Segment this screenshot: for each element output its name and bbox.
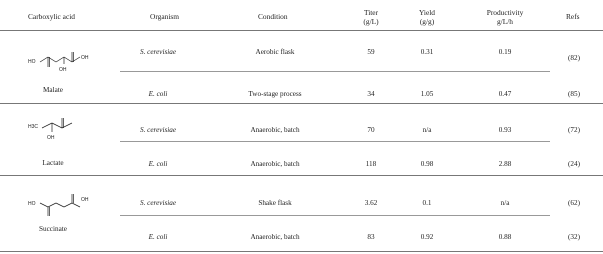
lactate-row1-yield: n/a	[422, 126, 432, 134]
succinate-row2-titer: 83	[367, 233, 375, 241]
succinate-row-separator	[120, 215, 550, 216]
succinate-row1-condition: Shake flask	[258, 199, 292, 207]
succinate-row1-yield: 0.1	[422, 199, 432, 207]
malate-row2-productivity: 0.47	[498, 90, 512, 98]
succinate-row1-productivity: n/a	[500, 199, 510, 207]
lactate-row2-productivity: 2.88	[498, 160, 512, 168]
compound-name-succinate: Succinate	[39, 225, 67, 233]
malate-row1-organism: S. cerevisiae	[139, 48, 177, 56]
header-productivity-line1: Productivity	[486, 8, 524, 17]
succinate-row1-organism: S. cerevisiae	[139, 199, 177, 207]
malate-row2-titer: 34	[367, 90, 375, 98]
lactate-row1-titer: 70	[367, 126, 375, 134]
malate-row2-organism: E. coli	[148, 90, 168, 98]
lactate-row2-ref: (24)	[568, 160, 580, 168]
succinate-row2-ref: (32)	[568, 233, 580, 241]
succinate-structure	[26, 192, 106, 222]
succinate-atom-a: HO	[28, 201, 36, 207]
lactate-structure	[26, 112, 96, 152]
succinate-row2-condition: Anaerobic, batch	[250, 233, 300, 241]
lactate-atom-b: OH	[47, 135, 55, 141]
malate-row2-yield: 1.05	[420, 90, 434, 98]
lactate-row2-condition: Anaerobic, batch	[250, 160, 300, 168]
header-refs: Refs	[566, 12, 580, 21]
header-productivity-line2: g/L/h	[496, 17, 513, 26]
lactate-row1-organism: S. cerevisiae	[139, 126, 177, 134]
lactate-row2-yield: 0.98	[420, 160, 434, 168]
succinate-row1-ref: (62)	[568, 199, 580, 207]
table-bottom-rule	[0, 251, 603, 252]
compound-name-malate: Malate	[43, 86, 63, 94]
malate-row2-condition: Two-stage process	[248, 90, 302, 98]
header-titer-line1: Titer	[363, 8, 379, 17]
malate-row2-ref: (85)	[568, 90, 580, 98]
header-productivity	[480, 8, 530, 26]
header-condition: Condition	[258, 12, 288, 21]
malate-row1-ref: (82)	[568, 54, 580, 62]
malate-atom-c: OH	[59, 67, 67, 73]
header-yield	[412, 8, 442, 26]
malate-atom-b: OH	[81, 55, 89, 61]
header-organism: Organism	[150, 12, 180, 21]
lactate-row1-productivity: 0.93	[498, 126, 512, 134]
header-rule	[0, 30, 603, 31]
succinate-row2-yield: 0.92	[420, 233, 434, 241]
malate-atom-a: HO	[28, 59, 36, 65]
group-rule-2	[0, 175, 603, 176]
malate-row-separator	[120, 71, 550, 72]
lactate-row1-ref: (72)	[568, 126, 580, 134]
succinate-atom-b: OH	[81, 197, 89, 203]
lactate-row1-condition: Anaerobic, batch	[250, 126, 300, 134]
malate-row1-titer: 59	[367, 48, 375, 56]
malate-row1-condition: Aerobic flask	[255, 48, 295, 56]
header-titer	[356, 8, 386, 26]
succinate-row2-organism: E. coli	[148, 233, 168, 241]
malate-row1-yield: 0.31	[420, 48, 434, 56]
header-titer-line2: (g/L)	[363, 17, 379, 26]
group-rule-1	[0, 103, 603, 104]
succinate-row1-titer: 3.62	[364, 199, 378, 207]
succinate-row2-productivity: 0.88	[498, 233, 512, 241]
header-yield-line2: (g/g)	[419, 17, 435, 26]
header-yield-line1: Yield	[418, 8, 435, 17]
malate-row1-productivity: 0.19	[498, 48, 512, 56]
lactate-atom-a: H3C	[28, 124, 39, 130]
lactate-row2-organism: E. coli	[148, 160, 168, 168]
lactate-row-separator	[120, 141, 550, 142]
header-carboxylic-acid: Carboxylic acid	[28, 12, 75, 21]
lactate-row2-titer: 118	[365, 160, 377, 168]
compound-name-lactate: Lactate	[42, 159, 64, 167]
